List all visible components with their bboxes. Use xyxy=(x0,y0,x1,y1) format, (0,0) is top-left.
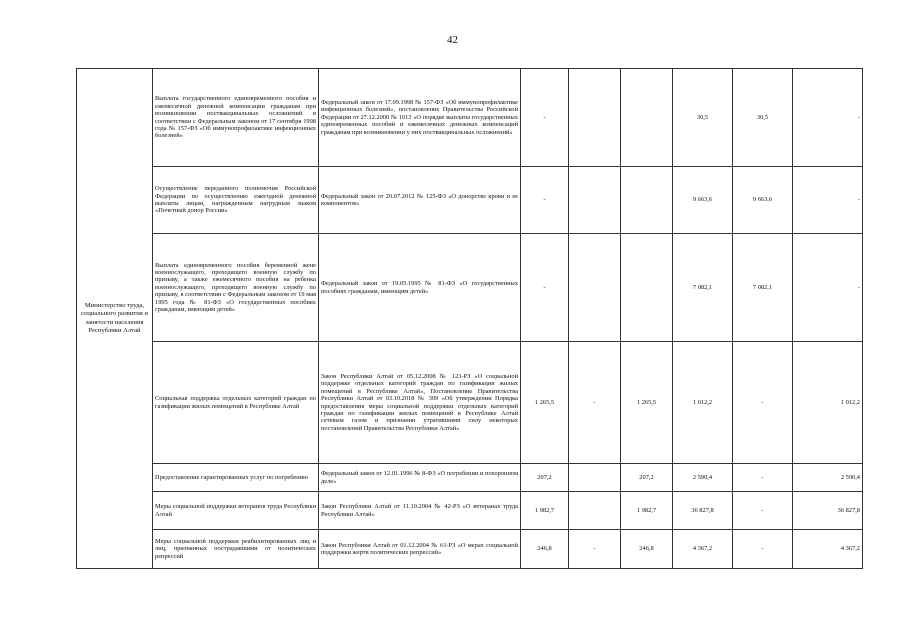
value-cell: - xyxy=(733,492,793,530)
value-cell: - xyxy=(793,234,863,342)
value-cell: - xyxy=(733,530,793,569)
legal-basis-cell: Федеральный закон от 12.01.1996 № 8-ФЗ «О погребении и похоронном деле» xyxy=(319,464,521,492)
legal-basis-cell: Федеральный закон от 17.09.1998 № 157-ФЗ «Об иммунопрофилактике инфекционных болезней», постановление Правительства Российской Федерации от 27.12.2000 № 1013 «О порядке выплаты государственных единовременных пособий и ежемесячных денежных компенсаций гражданам при возникновении у них поствакцинальных осложнений» xyxy=(319,69,521,167)
value-cell: - xyxy=(733,464,793,492)
legal-basis-cell: Федеральный закон от 19.05.1995 № 81-ФЗ «О государственных пособиях гражданам, имеющим детей» xyxy=(319,234,521,342)
measure-cell: Осуществление переданного полномочия Российской Федерации по осуществлению ежегодной денежной выплаты лицам, награжденным нагрудным знаком «Почетный донор России» xyxy=(153,167,319,234)
value-cell: 1 012,2 xyxy=(673,342,733,464)
value-cell: 2 590,4 xyxy=(673,464,733,492)
measure-cell: Меры социальной поддержки ветеранов труда Республики Алтай xyxy=(153,492,319,530)
value-cell: - xyxy=(521,167,569,234)
value-cell: 7 082,1 xyxy=(733,234,793,342)
table-row xyxy=(77,492,863,530)
value-cell: - xyxy=(521,69,569,167)
table-row xyxy=(77,69,863,167)
page-number: 42 xyxy=(447,34,458,46)
ministry-cell: Министерство труда, социального развития и занятости населения Республики Алтай xyxy=(77,69,153,569)
value-cell: 1 265,5 xyxy=(621,342,673,464)
value-cell: 207,2 xyxy=(621,464,673,492)
value-cell: - xyxy=(793,167,863,234)
table-row xyxy=(77,234,863,342)
value-cell xyxy=(621,69,673,167)
value-cell: 246,8 xyxy=(621,530,673,569)
value-cell xyxy=(569,69,621,167)
value-cell: - xyxy=(521,234,569,342)
value-cell: 2 590,4 xyxy=(793,464,863,492)
value-cell: 207,2 xyxy=(521,464,569,492)
value-cell: 9 663,6 xyxy=(673,167,733,234)
value-cell: 1 982,7 xyxy=(521,492,569,530)
value-cell xyxy=(569,234,621,342)
table-row xyxy=(77,464,863,492)
value-cell: 7 082,1 xyxy=(673,234,733,342)
legal-basis-cell: Закон Республики Алтай от 01.12.2004 № 61-РЗ «О мерах социальной поддержки жертв политических репрессий» xyxy=(319,530,521,569)
value-cell: 1 265,5 xyxy=(521,342,569,464)
measure-cell: Выплата единовременного пособия беременной жене военнослужащего, проходящего военную службу по призыву, а также ежемесячного пособия на ребенка военнослужащего, проходящего военную службу по призыву, в соответствии с Федеральным законом от 19 мая 1995 года № 81-ФЗ «О государственных пособиях гражданам, имеющим детей» xyxy=(153,234,319,342)
measure-cell: Социальная поддержка отдельных категорий граждан по газификации жилых помещений в Республике Алтай xyxy=(153,342,319,464)
value-cell: - xyxy=(793,69,863,167)
value-cell: 30,5 xyxy=(733,69,793,167)
value-cell: - xyxy=(733,342,793,464)
value-cell: 1 012,2 xyxy=(793,342,863,464)
budget-table xyxy=(76,68,863,569)
table-row xyxy=(77,167,863,234)
value-cell: - xyxy=(569,342,621,464)
legal-basis-cell: Закон Республики Алтай от 11.10.2004 № 42-РЗ «О ветеранах труда Республики Алтай» xyxy=(319,492,521,530)
value-cell: 4 367,2 xyxy=(793,530,863,569)
value-cell: 9 663,6 xyxy=(733,167,793,234)
value-cell xyxy=(569,492,621,530)
measure-cell: Меры социальной поддержки реабилитированных лиц и лиц, признанных пострадавшими от политических репрессий xyxy=(153,530,319,569)
value-cell: - xyxy=(569,530,621,569)
value-cell: 30,5 xyxy=(673,69,733,167)
legal-basis-cell: Закон Республики Алтай от 05.12.2008 № 123-РЗ «О социальной поддержке отдельных категорий граждан по газификации жилых помещений в Республике Алтай», Постановление Правительства Республики Алтай от 03.10.2018 № 309 «Об утверждении Порядка предоставления меры социальной поддержки отдельных категорий граждан по газификации жилых помещений в Республике Алтай сетевым газом и признании утратившими силу некоторых постановлений Правительства Республики Алтай» xyxy=(319,342,521,464)
value-cell: 36 827,8 xyxy=(793,492,863,530)
table-row xyxy=(77,530,863,569)
value-cell: 246,8 xyxy=(521,530,569,569)
legal-basis-cell: Федеральный закон от 20.07.2012 № 125-ФЗ «О донорстве крови и ее компонентов» xyxy=(319,167,521,234)
value-cell: 1 982,7 xyxy=(621,492,673,530)
table-row xyxy=(77,342,863,464)
value-cell xyxy=(569,167,621,234)
value-cell: 36 827,8 xyxy=(673,492,733,530)
value-cell xyxy=(569,464,621,492)
value-cell xyxy=(621,234,673,342)
value-cell: 4 367,2 xyxy=(673,530,733,569)
measure-cell: Предоставление гарантированных услуг по погребению xyxy=(153,464,319,492)
value-cell xyxy=(621,167,673,234)
measure-cell: Выплата государственного единовременного пособия и ежемесячной денежной компенсации гражданам при возникновении поствакцинальных осложнений в соответствии с Федеральным законом от 17 сентября 1998 года № 157-ФЗ «Об иммунопрофилактике инфекционных болезней» xyxy=(153,69,319,167)
